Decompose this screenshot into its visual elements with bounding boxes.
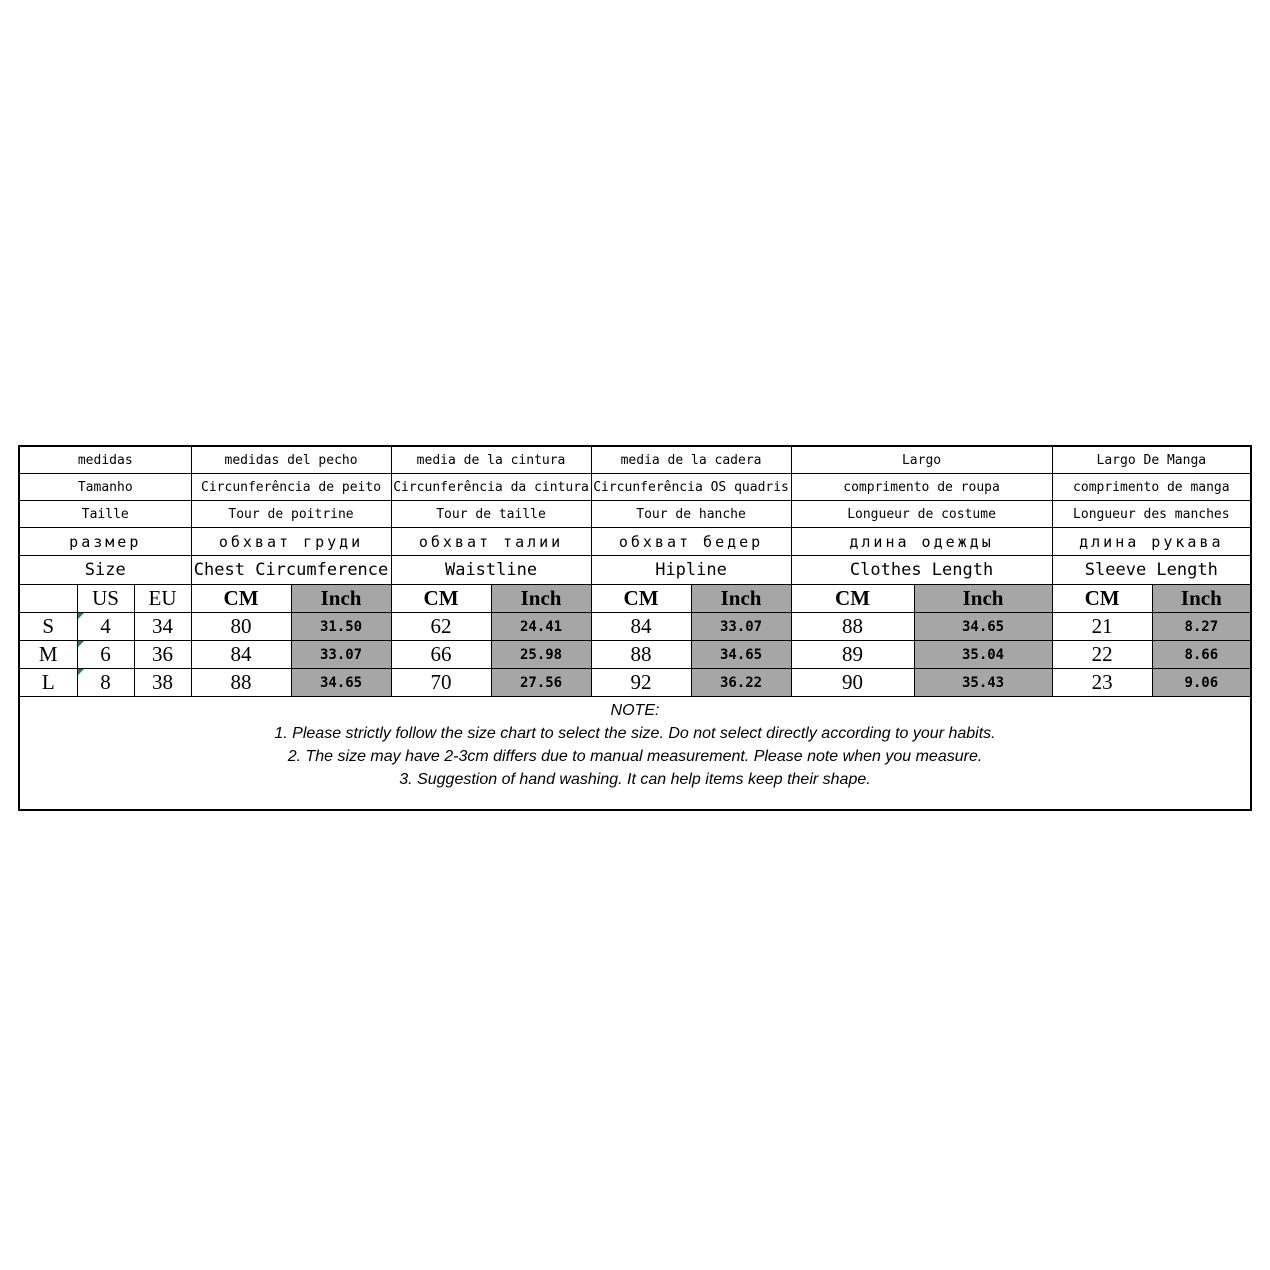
cell-corner-marker (78, 641, 84, 647)
size-chart (18, 445, 1252, 811)
waist-cm: 66 (391, 641, 491, 669)
size-label: L (20, 669, 77, 697)
hip-inch: 34.65 (691, 641, 791, 669)
unit-cell-blank (20, 585, 77, 613)
length-inch: 34.65 (914, 613, 1052, 641)
chest-inch: 34.65 (291, 669, 391, 697)
hip-inch: 36.22 (691, 669, 791, 697)
chest-cm: 84 (191, 641, 291, 669)
header-cell: Taille (20, 501, 191, 528)
unit-cell-inch: Inch (291, 585, 391, 613)
note-line: 3. Suggestion of hand washing. It can help items keep their shape. (399, 771, 871, 788)
unit-cell-cm: CM (591, 585, 691, 613)
size-row-m (20, 641, 1250, 669)
notes-section (20, 699, 1250, 791)
size-label: M (20, 641, 77, 669)
note-line: 2. The size may have 2-3cm differs due to manual measurement. Please note when you measure. (287, 748, 983, 765)
unit-cell-cm: CM (391, 585, 491, 613)
unit-row (20, 585, 1250, 613)
notes-title: NOTE: (610, 702, 660, 719)
cell-corner-marker (78, 669, 84, 675)
us-size-value: 8 (100, 670, 111, 694)
header-cell: medidas del pecho (191, 447, 391, 474)
unit-cell-cm: CM (191, 585, 291, 613)
header-cell: обхват бедер (591, 528, 791, 556)
sleeve-cm: 23 (1052, 669, 1152, 697)
chest-cm: 88 (191, 669, 291, 697)
header-row-russian (20, 528, 1250, 556)
waist-cm: 70 (391, 669, 491, 697)
header-cell: длина рукава (1052, 528, 1250, 556)
header-cell: Tamanho (20, 474, 191, 501)
header-cell: обхват груди (191, 528, 391, 556)
header-cell: comprimento de manga (1052, 474, 1250, 501)
note-line: 1. Please strictly follow the size chart to select the size. Do not select directly according to your habits. (274, 725, 996, 742)
eu-size: 34 (134, 613, 191, 641)
sleeve-inch: 8.66 (1152, 641, 1250, 669)
waist-inch: 27.56 (491, 669, 591, 697)
header-cell: Circunferência de peito (191, 474, 391, 501)
header-cell: Circunferência da cintura (391, 474, 591, 501)
unit-cell-inch: Inch (1152, 585, 1250, 613)
sleeve-inch: 8.27 (1152, 613, 1250, 641)
header-cell: medidas (20, 447, 191, 474)
unit-cell-inch: Inch (491, 585, 591, 613)
cell-corner-marker (78, 613, 84, 619)
header-cell: Chest Circumference (191, 556, 391, 585)
header-cell: Clothes Length (791, 556, 1052, 585)
us-size-value: 6 (100, 642, 111, 666)
header-cell: размер (20, 528, 191, 556)
waist-cm: 62 (391, 613, 491, 641)
length-inch: 35.04 (914, 641, 1052, 669)
size-row-l (20, 669, 1250, 697)
header-row-english (20, 556, 1250, 585)
us-size (77, 613, 134, 641)
length-cm: 89 (791, 641, 914, 669)
hip-cm: 92 (591, 669, 691, 697)
chest-cm: 80 (191, 613, 291, 641)
header-row-portuguese (20, 474, 1250, 501)
us-size (77, 641, 134, 669)
header-cell: comprimento de roupa (791, 474, 1052, 501)
header-cell: длина одежды (791, 528, 1052, 556)
unit-cell-cm: CM (1052, 585, 1152, 613)
unit-cell-eu: EU (134, 585, 191, 613)
header-cell: Circunferência OS quadris (591, 474, 791, 501)
header-cell: Tour de hanche (591, 501, 791, 528)
header-cell: media de la cadera (591, 447, 791, 474)
chest-inch: 33.07 (291, 641, 391, 669)
hip-cm: 88 (591, 641, 691, 669)
unit-cell-inch: Inch (914, 585, 1052, 613)
header-cell: Longueur de costume (791, 501, 1052, 528)
hip-inch: 33.07 (691, 613, 791, 641)
size-label: S (20, 613, 77, 641)
unit-cell-us: US (77, 585, 134, 613)
header-cell: media de la cintura (391, 447, 591, 474)
unit-cell-cm: CM (791, 585, 914, 613)
header-row-french (20, 501, 1250, 528)
header-cell: Longueur des manches (1052, 501, 1250, 528)
waist-inch: 25.98 (491, 641, 591, 669)
hip-cm: 84 (591, 613, 691, 641)
header-cell: обхват талии (391, 528, 591, 556)
unit-cell-inch: Inch (691, 585, 791, 613)
sleeve-inch: 9.06 (1152, 669, 1250, 697)
us-size (77, 669, 134, 697)
header-row-spanish (20, 447, 1250, 474)
waist-inch: 24.41 (491, 613, 591, 641)
header-cell: Tour de poitrine (191, 501, 391, 528)
sleeve-cm: 21 (1052, 613, 1152, 641)
size-row-s (20, 613, 1250, 641)
length-cm: 88 (791, 613, 914, 641)
header-cell: Waistline (391, 556, 591, 585)
header-cell: Largo De Manga (1052, 447, 1250, 474)
us-size-value: 4 (100, 614, 111, 638)
length-cm: 90 (791, 669, 914, 697)
header-cell: Largo (791, 447, 1052, 474)
eu-size: 38 (134, 669, 191, 697)
header-cell: Size (20, 556, 191, 585)
header-cell: Tour de taille (391, 501, 591, 528)
chest-inch: 31.50 (291, 613, 391, 641)
eu-size: 36 (134, 641, 191, 669)
header-cell: Sleeve Length (1052, 556, 1250, 585)
length-inch: 35.43 (914, 669, 1052, 697)
header-cell: Hipline (591, 556, 791, 585)
size-table (20, 447, 1250, 697)
sleeve-cm: 22 (1052, 641, 1152, 669)
